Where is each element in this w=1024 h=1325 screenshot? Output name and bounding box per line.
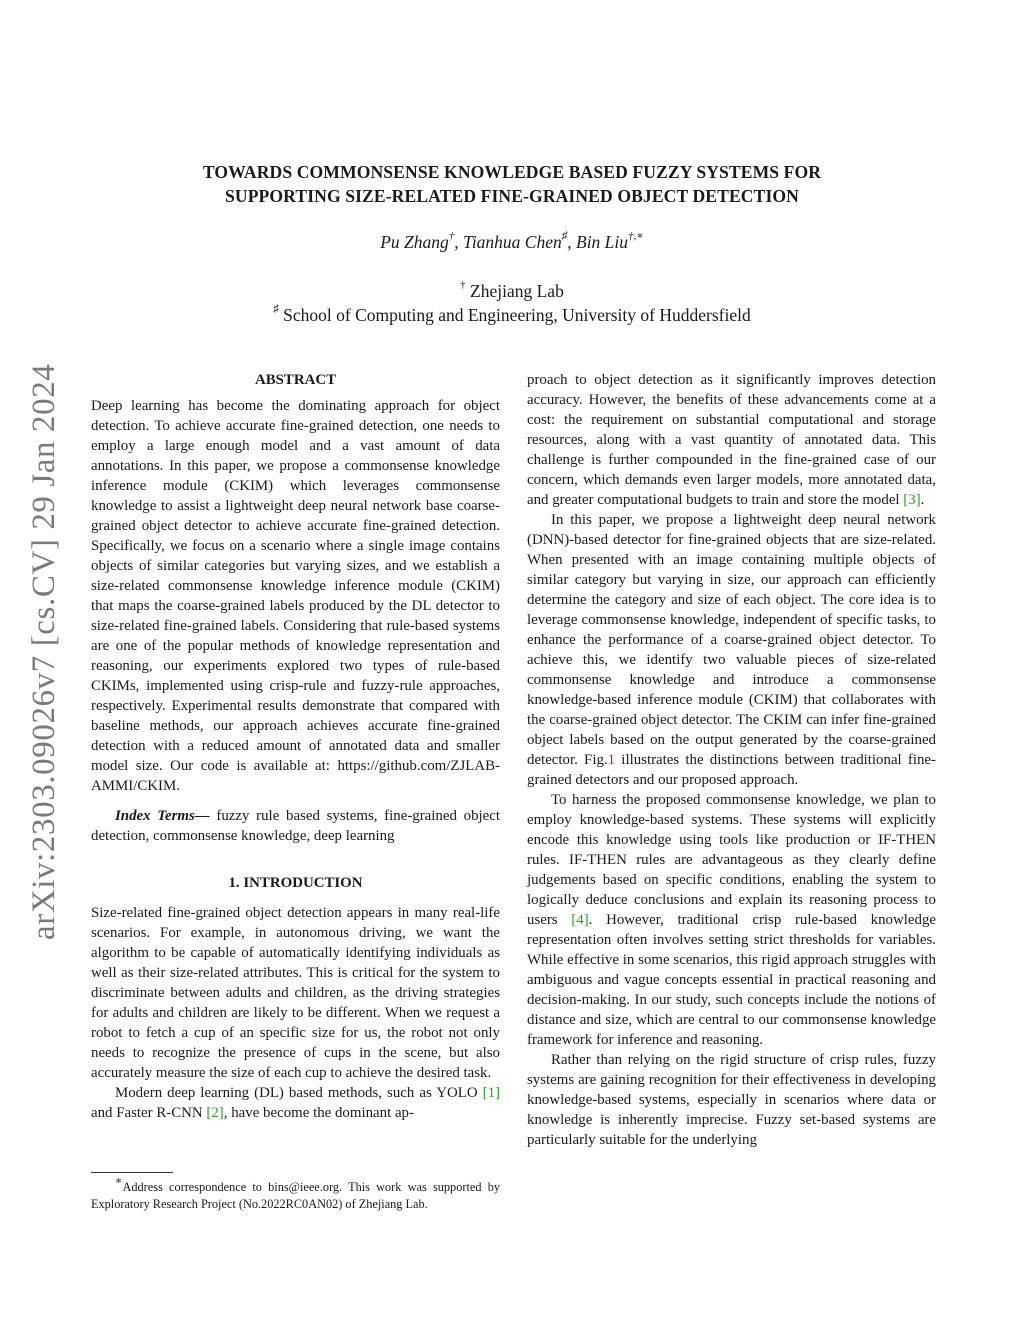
citation-link[interactable]: [4] — [571, 912, 589, 928]
affiliation-1-mark: † — [460, 279, 466, 292]
author-1-mark: † — [448, 230, 455, 243]
abstract-text: Deep learning has become the dominating approach for object detection. To achieve accurate fine-grained detection, one needs to employ a large enough model and a vast amount of data annotations. In this paper, we propose a commonsense knowledge inference module (CKIM) which leverages commonsense knowledge to assist a lightweight deep neural network base coarse-grained object detector to achieve accurate fine-grained detection. Specifically, we focus on a scenario where a single image contains objects of similar categories but varying sizes, and we establish a size-related commonsense knowledge inference module (CKIM) that maps the coarse-grained labels produced by the DL detector to size-related fine-grained labels. Considering that rule-based systems are one of the popular methods of knowledge representation and reasoning, our experiments explored two types of rule-based CKIMs, implemented using crisp-rule and fuzzy-rule approaches, respectively. Experimental results demonstrate that compared with baseline methods, our approach achieves accurate fine-grained detection with a reduced amount of annotated data and smaller model size. Our code is available at: https://github.com/ZJLAB-AMMI/CKIM. — [91, 398, 500, 794]
paper-title — [100, 160, 924, 208]
footnote-text: Address correspondence to bins@ieee.org. This work was supported by Exploratory Research Project (No.2022RC0AN02) of Zhejiang Lab. — [91, 1180, 500, 1211]
intro-p2-text-c-placeholder: , have become the dominant ap- — [223, 1105, 414, 1121]
intro-paragraph-3 — [527, 510, 936, 790]
citation-link[interactable]: [3] — [903, 492, 921, 508]
title-line-1: TOWARDS COMMONSENSE KNOWLEDGE BASED FUZZY SYSTEMS FOR — [202, 162, 822, 182]
affiliation-2 — [100, 303, 924, 327]
index-terms-text: fuzzy rule based systems, fine-grained object detection, commonsense knowledge, deep learning — [91, 808, 501, 844]
intro-paragraph-2-continued — [527, 370, 936, 510]
intro-p4-text-b: . However, traditional crisp rule-based knowledge representation often involves setting strict thresholds for variables. While effective in some scenarios, this rigid approach struggles with ambiguous and vague concepts essential in practical reasoning and decision-making. In our study, such concepts include the notions of distance and size, which are central to our commonsense knowledge framework for inference and reasoning. — [527, 912, 937, 1048]
author-separator: , — [567, 232, 576, 252]
footnote-mark: ∗ — [115, 1174, 123, 1187]
intro-heading: 1. INTRODUCTION — [228, 875, 363, 891]
author-3-name: Bin Liu — [576, 232, 629, 252]
intro-paragraph-2-start — [91, 1083, 500, 1123]
intro-p3-text-a: In this paper, we propose a lightweight deep neural network (DNN)-based detector for fine-grained objects that are size-related. When presented with an image containing multiple objects of similar category but varying in size, our approach can efficiently determine the category and size of each object. The core idea is to leverage commonsense knowledge, independent of specific tasks, to enhance the performance of a coarse-grained object detector. To achieve this, we identify two valuable pieces of size-related commonsense knowledge and introduce a commonsense knowledge-based inference module (CKIM) that collaborates with the coarse-grained object detector. The CKIM can infer fine-grained object labels based on the output generated by the coarse-grained detector. Fig. — [527, 512, 936, 768]
citation-link[interactable]: [2] — [206, 1105, 224, 1121]
left-column — [91, 370, 500, 1123]
affiliation-2-mark: ♯ — [273, 303, 279, 316]
title-line-2: SUPPORTING SIZE-RELATED FINE-GRAINED OBJECT DETECTION — [225, 186, 799, 206]
author-1-name: Pu Zhang — [380, 232, 449, 252]
footnote-text-block — [91, 1174, 500, 1212]
intro-p2-end: . — [920, 492, 925, 508]
author-list — [100, 231, 924, 253]
index-terms — [91, 806, 500, 846]
intro-paragraph-5: Rather than relying on the rigid structure of crisp rules, fuzzy systems are gaining recognition for their effectiveness in developing knowledge-based systems, especially in scenarios where data or knowledge is inherently imprecise. Fuzzy set-based systems are particularly suitable for the underlying — [527, 1052, 936, 1148]
intro-paragraph-4 — [527, 790, 936, 1050]
affiliations — [100, 279, 924, 327]
footnote-rule — [91, 1172, 173, 1173]
author-3-mark: †,∗ — [628, 230, 644, 243]
abstract-heading: ABSTRACT — [254, 372, 337, 388]
intro-paragraph-1: Size-related fine-grained object detection appears in many real-life scenarios. For example, in autonomous driving, we want the algorithm to be capable of automatically identifying individuals as well as their size-related attributes. This is critical for the system to discriminate between adults and children, as the driving strategies for adults and children are likely to be different. When we request a robot to fetch a cup of an specific size for us, the robot not only needs to recognize the presence of cups in the scene, but also accurately measure the size of each cup to achieve the desired task. — [91, 905, 500, 1081]
author-2-mark: ♯ — [561, 230, 568, 243]
figure-link[interactable]: 1 — [607, 752, 616, 768]
right-column — [527, 370, 936, 1150]
citation-link[interactable]: [1] — [482, 1085, 500, 1101]
intro-p2-continuation: proach to object detection as it significantly improves detection accuracy. However, the benefits of these advancements come at a cost: the requirement on substantial computational and storage resources, along with a vast quantity of annotated data. This challenge is further compounded in the fine-grained case of our concern, which demands even larger models, more annotated data, and greater computational budgets to train and store the model — [527, 372, 936, 508]
intro-p3-text-b: illustrates the distinctions between traditional fine-grained detectors and our proposed approach. — [527, 752, 936, 788]
author-2-name: Tianhua Chen — [463, 232, 562, 252]
intro-p2-text-a: Modern deep learning (DL) based methods, such as YOLO — [115, 1085, 483, 1101]
intro-p4-text-a: To harness the proposed commonsense knowledge, we plan to employ knowledge-based systems. These systems will explicitly encode this knowledge using tools like production or IF-THEN rules. IF-THEN rules are advantageous as they clearly define judgements based on specific conditions, enabling the system to logically deduce conclusions and explain its reasoning process to users — [527, 792, 936, 928]
arxiv-side-label: arXiv:2303.09026v7 [cs.CV] 29 Jan 2024 — [26, 363, 62, 940]
affiliation-2-text: School of Computing and Engineering, University of Huddersfield — [278, 305, 751, 325]
author-separator: , — [454, 232, 464, 252]
footnote — [91, 1172, 500, 1212]
affiliation-1-text: Zhejiang Lab — [465, 281, 564, 301]
affiliation-1 — [100, 279, 924, 303]
index-terms-label: Index Terms— — [115, 808, 210, 824]
intro-p2-text-b: and Faster R-CNN — [91, 1105, 207, 1121]
